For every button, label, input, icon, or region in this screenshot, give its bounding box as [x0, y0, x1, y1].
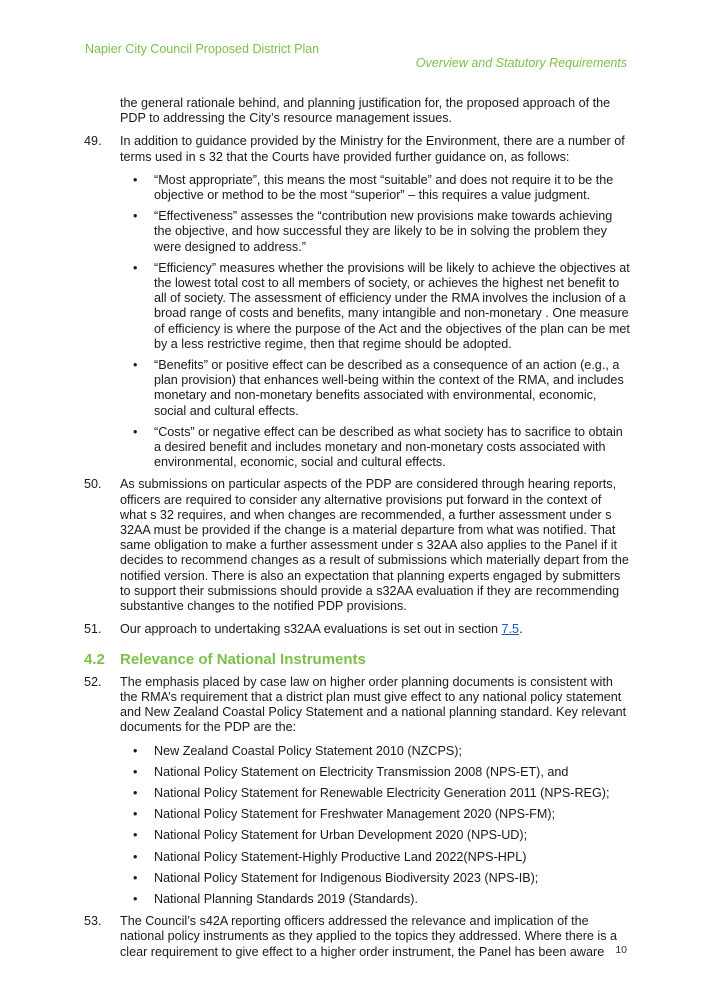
national-instruments-list: [84, 744, 630, 908]
list-item: • New Zealand Coastal Policy Statement 2010 (NZCPS);: [133, 743, 462, 758]
list-item: • National Policy Statement for Freshwater Management 2020 (NPS-FM);: [133, 807, 556, 822]
paragraph-number: 49.: [84, 134, 102, 149]
paragraph-text: Our approach to undertaking s32AA evaluations is set out in section: [120, 622, 502, 637]
bullet-icon: •: [133, 260, 138, 275]
bullet-icon: •: [133, 358, 138, 373]
paragraph-text: In addition to guidance provided by the Ministry for the Environment, there are a number of terms used in s 32 that the Courts have provided further guidance on, as follows:: [120, 134, 625, 164]
bullet-icon: •: [133, 891, 138, 906]
bullet-icon: •: [133, 172, 138, 187]
paragraph-number: 51.: [84, 622, 102, 637]
continued-paragraph: the general rationale behind, and planning justification for, the proposed approach of the PDP to addressing the City’s resource management issues.: [120, 96, 611, 126]
list-item: • National Policy Statement-Highly Productive Land 2022(NPS-HPL): [133, 849, 527, 864]
bullet-icon: •: [133, 209, 138, 224]
paragraph-50: [84, 477, 630, 614]
bullet-icon: •: [133, 828, 138, 843]
page-number: 10: [615, 944, 627, 956]
header-document-title: Napier City Council Proposed District Plan: [85, 42, 320, 56]
list-item: • “Costs” or negative effect can be described as what society has to sacrifice to obtain a desired benefit and includes monetary and non-monetary costs associated with environmental, economic, social and cultural effects.: [133, 424, 623, 470]
paragraph-53: [84, 914, 630, 960]
paragraph-text: As submissions on particular aspects of the PDP are considered through hearing reports, officers are required to consider any alternative provisions put forward in the context of what s 32 requires, and when changes are recommended, a further assessment under s 32AA must be provided if the change is a material departure from what was notified. That same obligation to make a further assessment under s 32AA also applies to the Panel if it decides to recommend changes as a result of submissions which materially depart from the notified version. There is also an expectation that planning experts engaged by submitters to support their submissions should provide a s32AA evaluation if they are recommending substantive changes to the notified PDP provisions.: [120, 477, 629, 614]
bullet-icon: •: [133, 743, 138, 758]
section-7-5-link[interactable]: 7.5: [501, 622, 520, 637]
list-item: • “Effectiveness” assesses the “contribution new provisions make towards achieving the objective, and how successful they are likely to be in solving the problem they were designed to address.”: [133, 209, 613, 254]
paragraph-text: The emphasis placed by case law on higher order planning documents is consistent with the RMA’s requirement that a district plan must give effect to any national policy statement and New Zealand Coastal Policy Statement and a national planning standard. Key relevant documents for the PDP are the:: [120, 674, 627, 735]
paragraph-number: 52.: [84, 674, 102, 689]
list-item: • “Benefits” or positive effect can be described as a consequence of an action (e.g., a plan provision) that enhances well-being within the context of the RMA, and includes monetary and non-monetary benefits associated with environmental, economic, social and cultural effects.: [133, 358, 624, 418]
paragraph-number: 50.: [84, 477, 102, 492]
header-section-title: Overview and Statutory Requirements: [415, 56, 627, 70]
paragraph-51: 51. Our approach to undertaking s32AA evaluations is set out in section 7.5.: [84, 622, 523, 637]
bullet-icon: •: [133, 764, 138, 779]
list-item: • “Most appropriate”, this means the most “suitable” and does not require it to be the objective or method to be the most “superior” – this requires a value judgment.: [133, 172, 614, 203]
list-item: • National Planning Standards 2019 (Standards).: [133, 891, 418, 906]
paragraph-number: 53.: [84, 914, 102, 929]
list-item: • National Policy Statement on Electricity Transmission 2008 (NPS-ET), and: [133, 764, 569, 779]
bullet-icon: •: [133, 424, 138, 439]
page-body: [84, 96, 630, 968]
list-item: • National Policy Statement for Renewable Electricity Generation 2011 (NPS-REG);: [133, 785, 610, 800]
bullet-icon: •: [133, 870, 138, 885]
section-heading: [84, 652, 630, 667]
list-item: • National Policy Statement for Urban Development 2020 (NPS-UD);: [133, 828, 528, 843]
section-number: 4.2: [84, 650, 105, 668]
list-item: • “Efficiency” measures whether the provisions will be likely to achieve the objectives at the lowest total cost to all members of society, or achieves the highest net benefit to all of society. The assessment of efficiency under the RMA involves the inclusion of a broad range of costs and benefits, many intangible and non-monetary . One measure of efficiency is where the purpose of the Act and the objectives of the plan can be met by a less restrictive regime, then that regime should be adopted.: [133, 260, 630, 351]
section-title: Relevance of National Instruments: [120, 650, 366, 668]
bullet-icon: •: [133, 807, 138, 822]
definitions-list: [84, 173, 630, 471]
bullet-icon: •: [133, 849, 138, 864]
list-item: • National Policy Statement for Indigenous Biodiversity 2023 (NPS-IB);: [133, 870, 539, 885]
paragraph-49: [84, 134, 630, 164]
bullet-icon: •: [133, 785, 138, 800]
paragraph-text: The Council’s s42A reporting officers addressed the relevance and implication of the national policy instruments as they applied to the topics they addressed. Where there is a clear requirement to give effect to a higher order instrument, the Panel has been aware: [120, 914, 618, 959]
paragraph-52: [84, 675, 630, 736]
